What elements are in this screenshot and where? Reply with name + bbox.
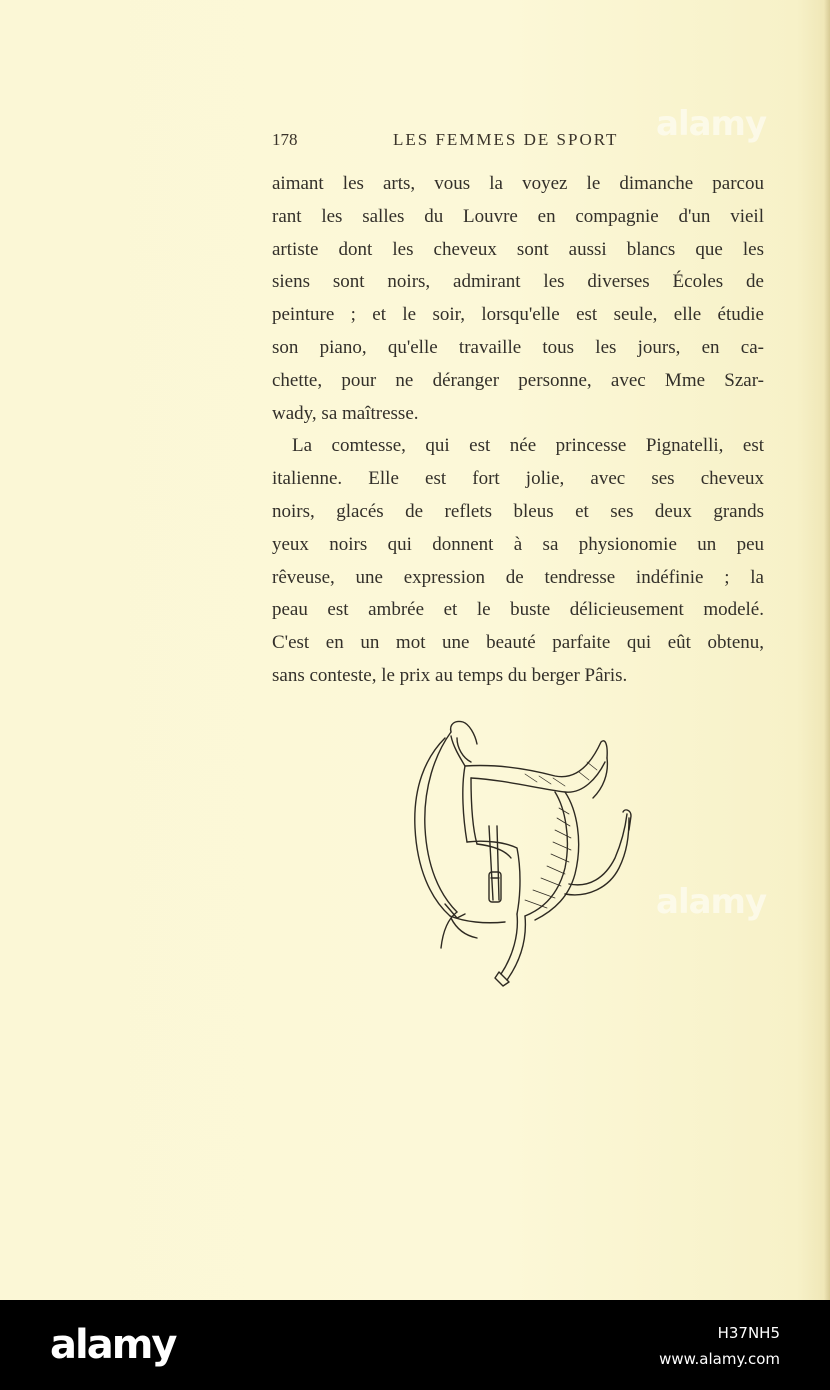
saddle-illustration — [405, 718, 637, 990]
text-line: noirs, glacés de reflets bleus et ses deux grands — [272, 500, 764, 522]
image-id: H37NH5 — [717, 1324, 780, 1342]
brand-logo: alamy — [50, 1322, 176, 1368]
text-line: chette, pour ne déranger personne, avec Mme Szar- — [272, 369, 764, 391]
watermark-text: alamy — [656, 882, 767, 922]
page-number: 178 — [272, 130, 298, 149]
text-line-last: sans conteste, le prix au temps du berger Pâris. — [272, 664, 628, 686]
running-title: LES FEMMES DE SPORT — [393, 130, 619, 149]
text-line: peinture ; et le soir, lorsqu'elle est seule, elle étudie — [272, 304, 764, 326]
text-line: artiste dont les cheveux sont aussi blancs que les — [272, 238, 764, 260]
stock-footer-bar — [0, 1300, 830, 1390]
text-line: peau est ambrée et le buste délicieusement modelé. — [272, 599, 764, 621]
text-line: C'est en un mot une beauté parfaite qui eût obtenu, — [272, 632, 764, 654]
saddle-icon — [405, 718, 637, 990]
site-url: www.alamy.com — [659, 1350, 780, 1368]
text-line: italienne. Elle est fort jolie, avec ses cheveux — [272, 468, 764, 490]
text-line: siens sont noirs, admirant les diverses Écoles de — [272, 271, 764, 293]
text-line-last: wady, sa maîtresse. — [272, 402, 419, 424]
text-line: rêveuse, une expression de tendresse indéfinie ; la — [272, 566, 764, 588]
text-line: rant les salles du Louvre en compagnie d'un vieil — [272, 205, 764, 227]
watermark-text: alamy — [656, 104, 767, 144]
text-line: aimant les arts, vous la voyez le dimanche parcou — [272, 173, 764, 194]
text-line: son piano, qu'elle travaille tous les jours, en ca- — [272, 336, 764, 358]
page-edge-shadow — [824, 0, 830, 1300]
text-line: yeux noirs qui donnent à sa physionomie un peu — [272, 533, 764, 555]
text-line: La comtesse, qui est née princesse Pignatelli, est — [292, 435, 764, 457]
text-block — [272, 168, 764, 693]
